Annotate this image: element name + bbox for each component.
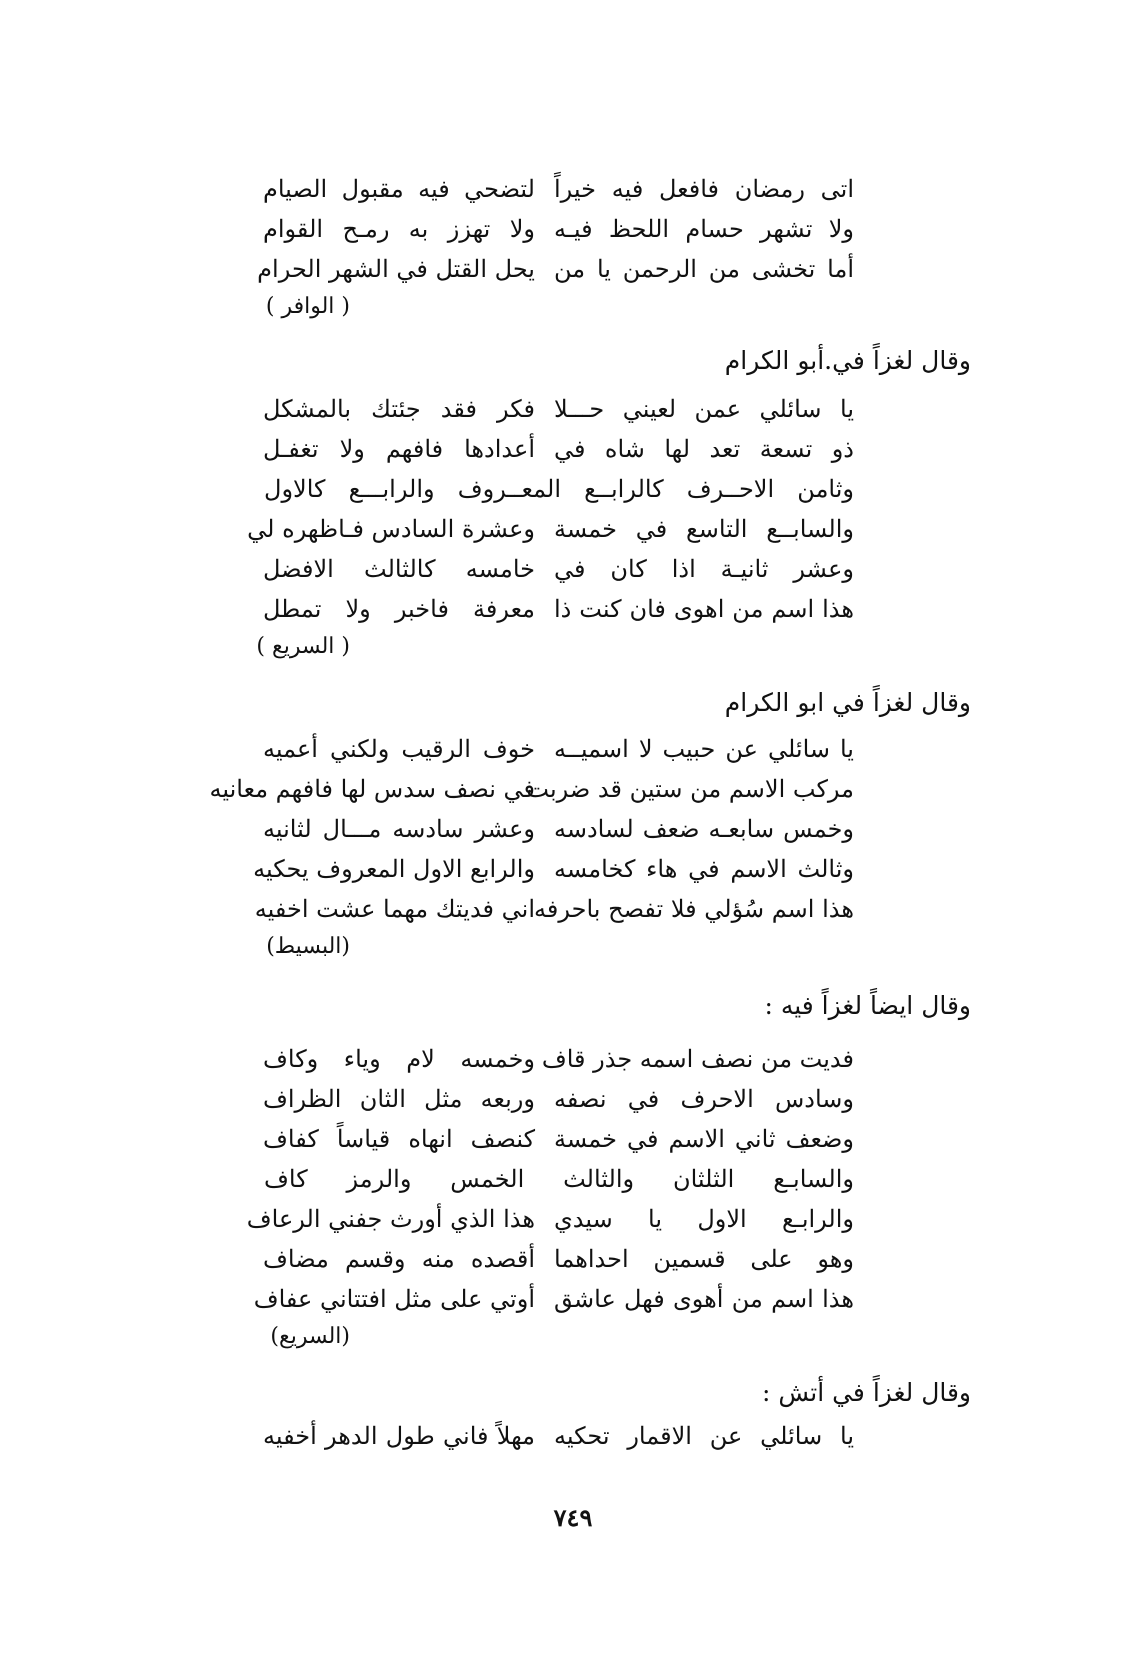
meter-label: (السريع) — [270, 1324, 350, 1349]
verse-line — [0, 1120, 1146, 1158]
verse-line — [0, 390, 1146, 428]
verse-second-hemistich: وربعه مثل الثان الظراف — [263, 1085, 535, 1113]
verse-line — [0, 210, 1146, 248]
verse-first-hemistich: هذا اسم من اهوى فان كنت ذا — [554, 595, 854, 623]
verse-second-hemistich: وخمسه لام وياء وكاف — [263, 1045, 535, 1073]
meter-label: ( السريع ) — [256, 634, 350, 659]
verse-second-hemistich: أقصده منه وقسم مضاف — [263, 1245, 535, 1273]
verse-second-hemistich: خامسه كالثالث الافضل — [263, 555, 535, 583]
verse-line — [0, 1200, 1146, 1238]
verse-line — [0, 1160, 1146, 1198]
verse-second-hemistich: أعدادها فافهم ولا تغفـل — [263, 435, 535, 463]
verse-second-hemistich: ولا تهزز به رمـح القوام — [263, 215, 535, 243]
verse-first-hemistich: وهو على قسمين احداهما — [554, 1245, 854, 1273]
verse-line — [0, 590, 1146, 628]
page-number: ٧٤٩ — [553, 1503, 593, 1532]
verse-first-hemistich: وعشر ثانيـة اذا كان في — [554, 555, 854, 583]
verse-second-hemistich: كنصف انهاه قياساً كفاف — [263, 1125, 535, 1153]
verse-second-hemistich: لتضحي فيه مقبول الصيام — [263, 175, 535, 203]
verse-first-hemistich: ذو تسعة تعد لها شاه في — [554, 435, 854, 463]
verse-first-hemistich: يا سائلي عن الاقمار تحكيه — [554, 1422, 854, 1450]
meter-label: (البسيط) — [266, 934, 350, 959]
verse-line — [0, 1240, 1146, 1278]
verse-line — [0, 770, 1146, 808]
verse-first-hemistich: أما تخشى من الرحمن يا من — [554, 255, 854, 283]
verse-first-hemistich: وثالث الاسم في هاء كخامسه — [554, 855, 854, 883]
verse-full-line: والسابـع الثلثان والثالث الخمس والرمز كاف — [264, 1165, 854, 1193]
verse-second-hemistich: مهلاً فاني طول الدهر أخفيه — [263, 1422, 535, 1450]
verse-first-hemistich: هذا اسم سُؤلي فلا تفصح باحرفه — [534, 895, 854, 923]
verse-first-hemistich: وسادس الاحرف في نصفه — [554, 1085, 854, 1113]
verse-first-hemistich: وضعف ثاني الاسم في خمسة — [554, 1125, 854, 1153]
verse-second-hemistich: اني فديتك مهما عشت اخفيه — [254, 895, 535, 923]
verse-line — [0, 510, 1146, 548]
verse-first-hemistich: مركب الاسم من ستين قد ضربت — [526, 775, 854, 803]
verse-line — [0, 730, 1146, 768]
meter-label: ( الوافر ) — [265, 294, 350, 319]
verse-first-hemistich: يا سائلي عمن لعيني حـــلا — [554, 395, 854, 423]
verse-first-hemistich: اتى رمضان فافعل فيه خيراً — [554, 175, 854, 203]
verse-second-hemistich: خوف الرقيب ولكني أعميه — [263, 735, 535, 763]
verse-second-hemistich: معرفة فاخبر ولا تمطل — [263, 595, 535, 623]
verse-first-hemistich: هذا اسم من أهوى فهل عاشق — [554, 1285, 854, 1313]
verse-second-hemistich: يحل القتل في الشهر الحرام — [257, 255, 535, 283]
verse-line — [0, 850, 1146, 888]
section-heading: وقال ايضاً لغزاً فيه : — [764, 991, 971, 1020]
verse-line — [0, 890, 1146, 928]
verse-first-hemistich: والرابـع الاول يا سيدي — [554, 1205, 854, 1233]
verse-line — [0, 430, 1146, 468]
verse-line — [0, 470, 1146, 508]
section-heading: وقال لغزاً في ابو الكرام — [724, 688, 971, 717]
verse-second-hemistich: وعشر سادسه مـــال لثانيه — [263, 815, 535, 843]
verse-first-hemistich: وخمس سابعـه ضعف لسادسه — [554, 815, 854, 843]
verse-line — [0, 550, 1146, 588]
verse-second-hemistich: أوتي على مثل افتتاني عفاف — [253, 1285, 535, 1313]
verse-line — [0, 1040, 1146, 1078]
verse-full-line: وثامن الاحــرف كالرابــع المعــروف والرابـــع كالاول — [264, 475, 854, 503]
section-heading: وقال لغزاً في.أبو الكرام — [724, 346, 971, 375]
verse-second-hemistich: فكر فقد جئتك بالمشكل — [263, 395, 535, 423]
verse-line — [0, 250, 1146, 288]
verse-second-hemistich: هذا الذي أورث جفني الرعاف — [246, 1205, 535, 1233]
verse-line — [0, 1280, 1146, 1318]
verse-second-hemistich: في نصف سدس لها فافهم معانيه — [209, 775, 535, 803]
verse-line — [0, 170, 1146, 208]
verse-second-hemistich: والرابع الاول المعروف يحكيه — [253, 855, 535, 883]
verse-first-hemistich: فديت من نصف اسمه جذر قاف — [541, 1045, 854, 1073]
section-heading: وقال لغزاً في أتش : — [762, 1378, 971, 1407]
verse-line — [0, 1080, 1146, 1118]
verse-line — [0, 1417, 1146, 1455]
verse-line — [0, 810, 1146, 848]
verse-first-hemistich: ولا تشهر حسام اللحظ فيـه — [554, 215, 854, 243]
verse-second-hemistich: وعشرة السادس فـاظهره لي — [247, 515, 535, 543]
verse-first-hemistich: يا سائلي عن حبيب لا اسميــه — [554, 735, 854, 763]
verse-first-hemistich: والسابــع التاسع في خمسة — [554, 515, 854, 543]
